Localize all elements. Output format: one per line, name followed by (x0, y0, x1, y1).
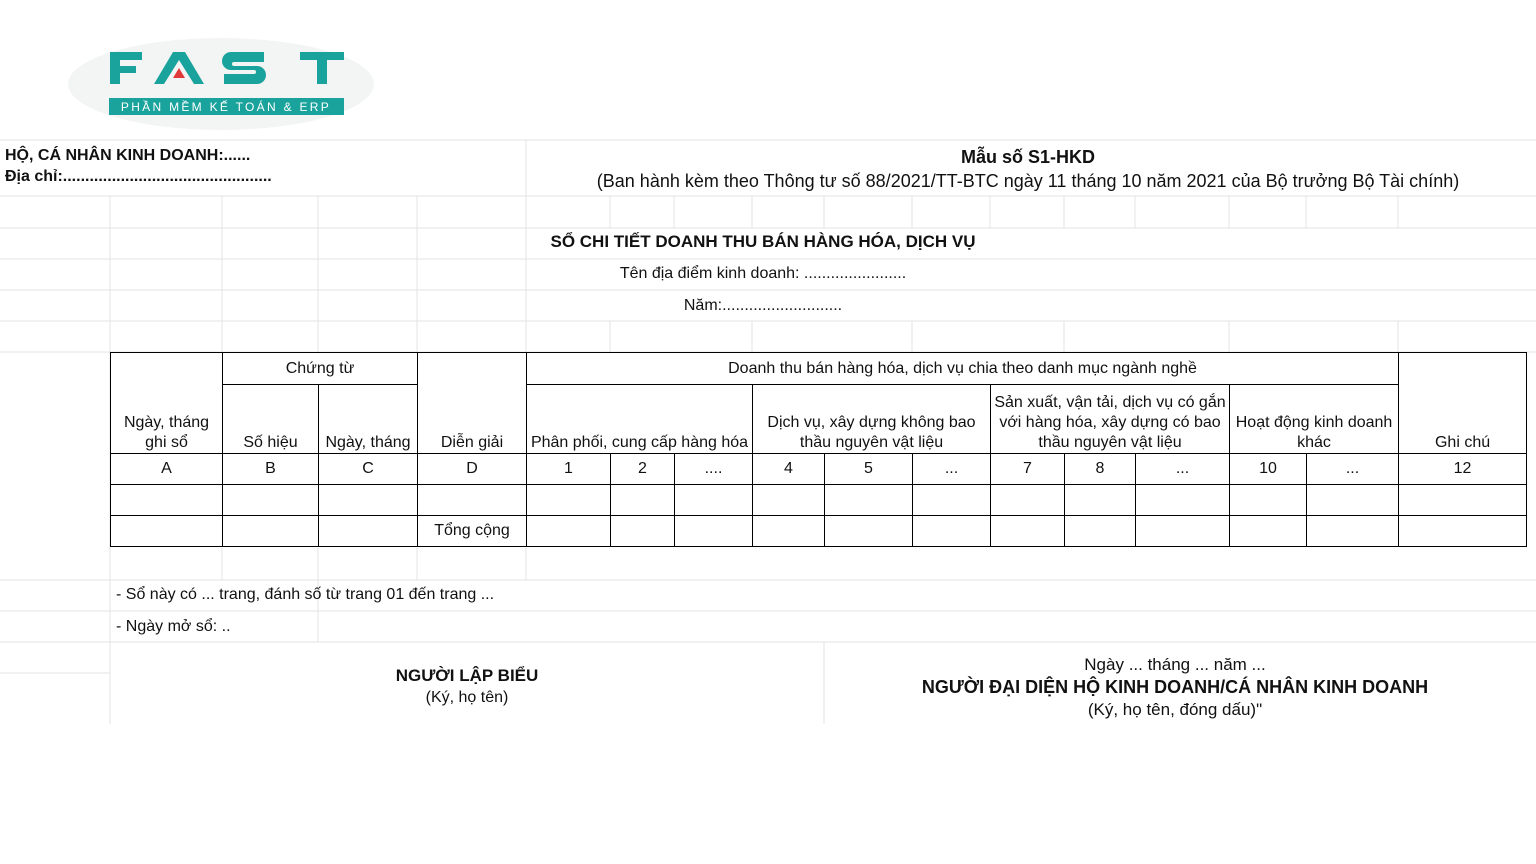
col-header-production: Sản xuất, vận tải, dịch vụ có gắn với hàng hóa, xây dựng có bao thầu nguyên vật liệu (991, 385, 1230, 454)
column-code: 7 (991, 454, 1065, 485)
col-header-voucher-date: Ngày, tháng (319, 385, 418, 454)
empty-cell[interactable] (1136, 485, 1230, 516)
empty-cell[interactable] (753, 516, 825, 547)
preparer-title: NGƯỜI LẬP BIỂU (395, 666, 539, 685)
column-code: ... (913, 454, 991, 485)
form-legal-note: (Ban hành kèm theo Thông tư số 88/2021/TT-BTC ngày 11 tháng 10 năm 2021 của Bộ trưởng Bộ Tài chính) (596, 171, 1460, 191)
empty-cell[interactable] (111, 516, 223, 547)
empty-cell[interactable] (1230, 516, 1307, 547)
empty-cell[interactable] (527, 485, 611, 516)
column-code-row (111, 454, 1527, 485)
logo-tagline: PHẦN MỀM KẾ TOÁN & ERP (120, 100, 332, 114)
empty-cell[interactable] (913, 516, 991, 547)
col-header-revenue-group: Doanh thu bán hàng hóa, dịch vụ chia theo danh mục ngành nghề (527, 353, 1399, 385)
empty-cell[interactable] (527, 516, 611, 547)
column-code: ... (1136, 454, 1230, 485)
table-header-row-2 (111, 385, 1527, 454)
empty-cell[interactable] (753, 485, 825, 516)
column-code: ... (1307, 454, 1399, 485)
empty-cell[interactable] (223, 485, 319, 516)
representative-note: (Ký, họ tên, đóng dấu)" (1087, 700, 1263, 719)
empty-cell[interactable] (1399, 516, 1527, 547)
form-reference (528, 145, 1528, 193)
preparer-note: (Ký, họ tên) (425, 689, 509, 706)
total-label: Tổng cộng (418, 516, 527, 547)
business-info (5, 145, 272, 187)
empty-cell[interactable] (675, 516, 753, 547)
column-code: 2 (611, 454, 675, 485)
empty-cell[interactable] (1065, 485, 1136, 516)
open-date-note: - Ngày mở sổ: .. (116, 618, 231, 635)
col-header-note: Ghi chú (1399, 353, 1527, 454)
year-line: Năm:........................... (683, 297, 843, 314)
empty-cell[interactable] (1230, 485, 1307, 516)
column-code: 12 (1399, 454, 1527, 485)
address-line: Địa chỉ:............................................... (5, 168, 272, 185)
column-code: D (418, 454, 527, 485)
form-number: Mẫu số S1-HKD (960, 147, 1095, 167)
col-header-voucher-number: Số hiệu (223, 385, 319, 454)
empty-cell[interactable] (319, 516, 418, 547)
empty-cell[interactable] (1307, 516, 1399, 547)
empty-cell[interactable] (1399, 485, 1527, 516)
col-header-distribution: Phân phối, cung cấp hàng hóa (527, 385, 753, 454)
revenue-ledger-table (110, 352, 1527, 547)
empty-cell[interactable] (675, 485, 753, 516)
empty-cell[interactable] (1136, 516, 1230, 547)
empty-cell[interactable] (1307, 485, 1399, 516)
empty-cell[interactable] (825, 516, 913, 547)
fast-logo (68, 38, 374, 130)
signature-date-line: Ngày ... tháng ... năm ... (1084, 655, 1266, 674)
empty-cell[interactable] (913, 485, 991, 516)
empty-cell[interactable] (991, 516, 1065, 547)
column-code: 4 (753, 454, 825, 485)
column-code: .... (675, 454, 753, 485)
business-location-line: Tên địa điểm kinh doanh: ....................... (619, 265, 907, 282)
column-code: C (319, 454, 418, 485)
column-code: 10 (1230, 454, 1307, 485)
column-code: 8 (1065, 454, 1136, 485)
representative-signature-block (860, 654, 1490, 722)
empty-cell[interactable] (611, 485, 675, 516)
column-code: A (111, 454, 223, 485)
empty-cell[interactable] (1065, 516, 1136, 547)
document-title: SỔ CHI TIẾT DOANH THU BÁN HÀNG HÓA, DỊCH VỤ (550, 232, 976, 251)
col-header-description: Diễn giải (418, 353, 527, 454)
preparer-signature-block (290, 665, 644, 708)
column-code: 1 (527, 454, 611, 485)
column-code: B (223, 454, 319, 485)
empty-cell[interactable] (611, 516, 675, 547)
column-code: 5 (825, 454, 913, 485)
empty-cell[interactable] (418, 485, 527, 516)
page-count-note: - Sổ này có ... trang, đánh số từ trang 01 đến trang ... (116, 586, 495, 603)
col-header-services: Dịch vụ, xây dựng không bao thầu nguyên vật liệu (753, 385, 991, 454)
table-row-total (111, 516, 1527, 547)
col-header-entry-date: Ngày, tháng ghi sổ (111, 353, 223, 454)
representative-title: NGƯỜI ĐẠI DIỆN HỘ KINH DOANH/CÁ NHÂN KINH DOANH (921, 677, 1429, 697)
empty-cell[interactable] (223, 516, 319, 547)
table-header-row-1 (111, 353, 1527, 385)
empty-cell[interactable] (991, 485, 1065, 516)
business-name-line: HỘ, CÁ NHÂN KINH DOANH:...... (5, 147, 251, 164)
empty-cell[interactable] (825, 485, 913, 516)
col-header-other-activities: Hoạt động kinh doanh khác (1230, 385, 1399, 454)
empty-cell[interactable] (111, 485, 223, 516)
empty-cell[interactable] (319, 485, 418, 516)
col-header-voucher-group: Chứng từ (223, 353, 418, 385)
table-row-empty (111, 485, 1527, 516)
